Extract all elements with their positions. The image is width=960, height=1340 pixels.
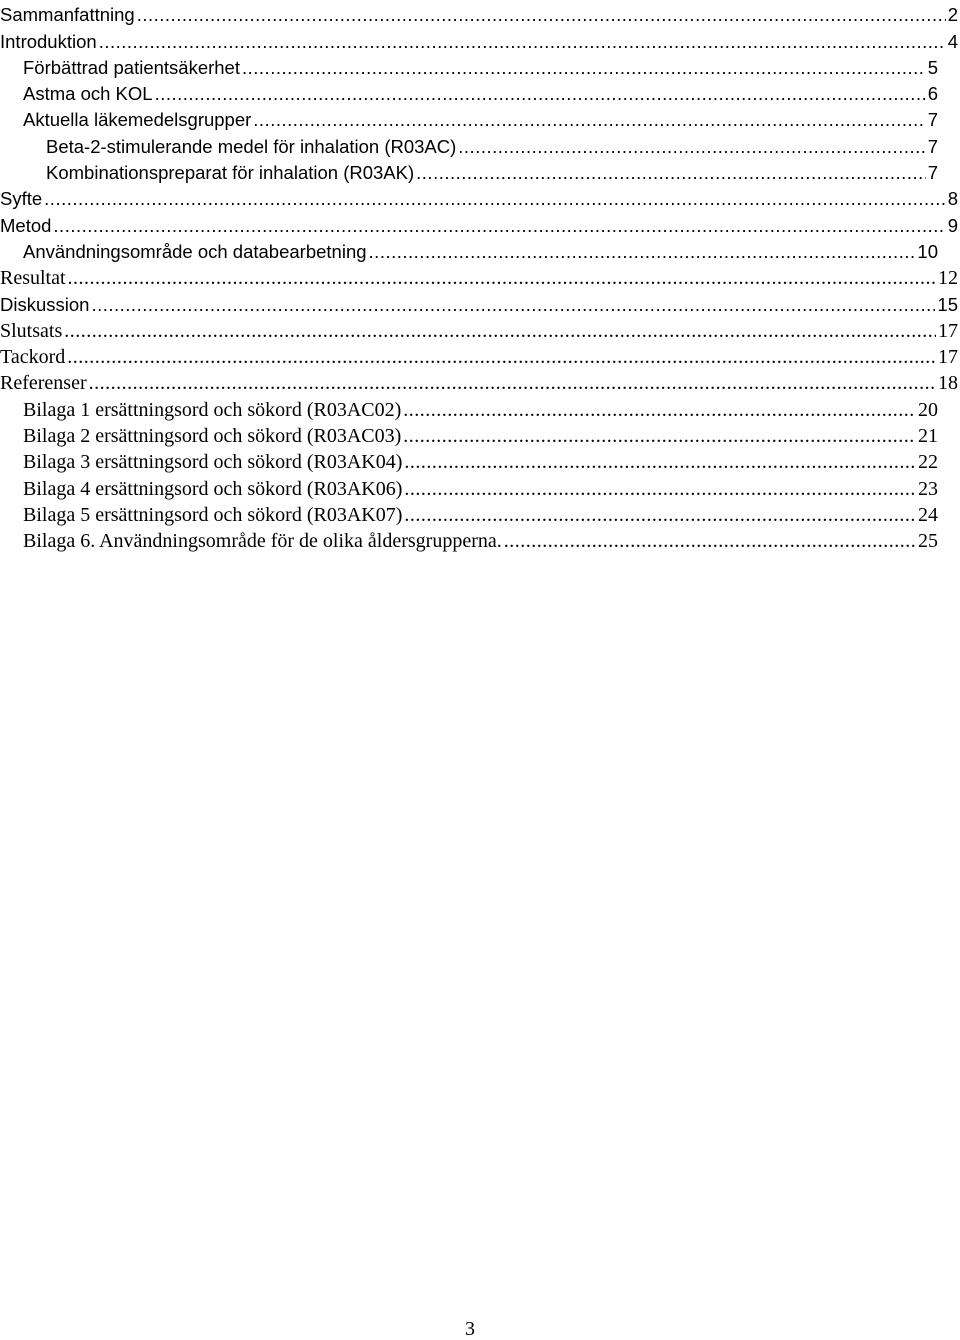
toc-entry-title: Syfte — [0, 188, 43, 210]
toc-entry-title: Astma och KOL — [23, 83, 153, 105]
toc-entry-resultat[interactable] — [0, 263, 960, 289]
toc-entry-title: Aktuella läkemedelsgrupper — [23, 109, 252, 131]
toc-entry-title: Kombinationspreparat för inhalation (R03AK) — [46, 162, 415, 184]
toc-entry-sammanfattning[interactable] — [0, 0, 960, 26]
toc-entry-page: 21 — [918, 425, 960, 447]
page-number: 3 — [465, 1318, 475, 1340]
toc-entry-title: Bilaga 5 ersättningsord och sökord (R03AK07) — [23, 503, 403, 526]
toc-dot-leader — [137, 4, 946, 26]
toc-entry-page: 5 — [928, 57, 960, 79]
toc-entry-bilaga-1[interactable] — [0, 394, 960, 420]
toc-entry-kombinationspreparat[interactable] — [0, 158, 960, 184]
toc-dot-leader — [369, 241, 916, 263]
toc-entry-title: Bilaga 3 ersättningsord och sökord (R03AK04) — [23, 451, 403, 474]
toc-entry-title: Introduktion — [0, 30, 97, 52]
toc-entry-introduktion[interactable] — [0, 26, 960, 52]
toc-dot-leader — [403, 425, 916, 447]
toc-entry-bilaga-6[interactable] — [0, 526, 960, 552]
toc-dot-leader — [67, 346, 936, 368]
toc-entry-title: Sammanfattning — [0, 4, 135, 26]
toc-dot-leader — [404, 504, 916, 526]
toc-entry-bilaga-4[interactable] — [0, 473, 960, 499]
toc-entry-page: 6 — [928, 83, 960, 105]
toc-dot-leader — [458, 136, 925, 158]
toc-entry-page: 23 — [918, 478, 960, 500]
toc-dot-leader — [404, 478, 916, 500]
toc-entry-page: 17 — [938, 346, 958, 369]
toc-dot-leader — [68, 267, 936, 289]
toc-entry-title: Resultat — [0, 267, 66, 290]
toc-dot-leader — [404, 451, 916, 473]
toc-entry-page: 7 — [928, 109, 960, 131]
toc-entry-page: 9 — [947, 214, 958, 236]
toc-entry-title: Bilaga 1 ersättningsord och sökord (R03AC02) — [23, 398, 402, 421]
toc-entry-title: Diskussion — [0, 293, 90, 315]
toc-entry-page: 12 — [938, 267, 958, 290]
table-of-contents — [0, 0, 960, 552]
toc-dot-leader — [155, 83, 926, 105]
toc-entry-page: 17 — [938, 319, 958, 342]
toc-entry-tackord[interactable] — [0, 342, 960, 368]
toc-entry-title: Bilaga 6. Användningsområde för de olika åldersgrupperna. — [23, 530, 502, 553]
toc-entry-astma-och-kol[interactable] — [0, 79, 960, 105]
toc-dot-leader — [416, 162, 926, 184]
toc-entry-referenser[interactable] — [0, 368, 960, 394]
toc-entry-page: 25 — [918, 530, 960, 552]
toc-entry-page: 8 — [947, 188, 958, 210]
toc-entry-page: 22 — [918, 451, 960, 473]
toc-dot-leader — [64, 320, 936, 342]
toc-entry-aktuella-lakemedelsgrupper[interactable] — [0, 105, 960, 131]
toc-entry-title: Referenser — [0, 372, 87, 395]
toc-dot-leader — [504, 530, 916, 552]
toc-entry-title: Tackord — [0, 346, 66, 369]
toc-entry-title: Beta-2-stimulerande medel för inhalation (R03AC) — [46, 135, 457, 157]
toc-entry-page: 4 — [947, 30, 958, 52]
toc-entry-title: Metod — [0, 214, 52, 236]
toc-dot-leader — [53, 215, 945, 237]
toc-entry-page: 18 — [938, 372, 958, 395]
toc-dot-leader — [403, 399, 916, 421]
toc-entry-bilaga-2[interactable] — [0, 421, 960, 447]
toc-entry-title: Förbättrad patientsäkerhet — [23, 56, 240, 78]
toc-entry-page: 24 — [918, 504, 960, 526]
toc-entry-bilaga-3[interactable] — [0, 447, 960, 473]
toc-dot-leader — [242, 57, 926, 79]
toc-entry-bilaga-5[interactable] — [0, 500, 960, 526]
toc-entry-beta-2-stimulerande[interactable] — [0, 131, 960, 157]
toc-entry-slutsats[interactable] — [0, 316, 960, 342]
toc-entry-title: Slutsats — [0, 319, 63, 342]
toc-entry-page: 7 — [928, 162, 960, 184]
toc-entry-page: 20 — [918, 399, 960, 421]
toc-dot-leader — [99, 31, 946, 53]
toc-entry-page: 7 — [928, 136, 960, 158]
toc-entry-anvandningsomrade-och-databearbetning[interactable] — [0, 237, 960, 263]
toc-entry-metod[interactable] — [0, 210, 960, 236]
toc-entry-syfte[interactable] — [0, 184, 960, 210]
toc-entry-page: 2 — [947, 4, 958, 26]
toc-entry-page: 10 — [917, 241, 960, 263]
toc-entry-title: Bilaga 4 ersättningsord och sökord (R03AK06) — [23, 477, 403, 500]
toc-dot-leader — [89, 372, 936, 394]
toc-entry-forbattrad-patientsakerhet[interactable] — [0, 53, 960, 79]
toc-entry-title: Användningsområde och databearbetning — [23, 240, 367, 262]
toc-entry-page: 15 — [937, 293, 958, 315]
toc-entry-diskussion[interactable] — [0, 289, 960, 315]
toc-entry-title: Bilaga 2 ersättningsord och sökord (R03AC03) — [23, 425, 402, 448]
toc-dot-leader — [253, 109, 925, 131]
toc-dot-leader — [91, 294, 935, 316]
toc-dot-leader — [44, 188, 946, 210]
